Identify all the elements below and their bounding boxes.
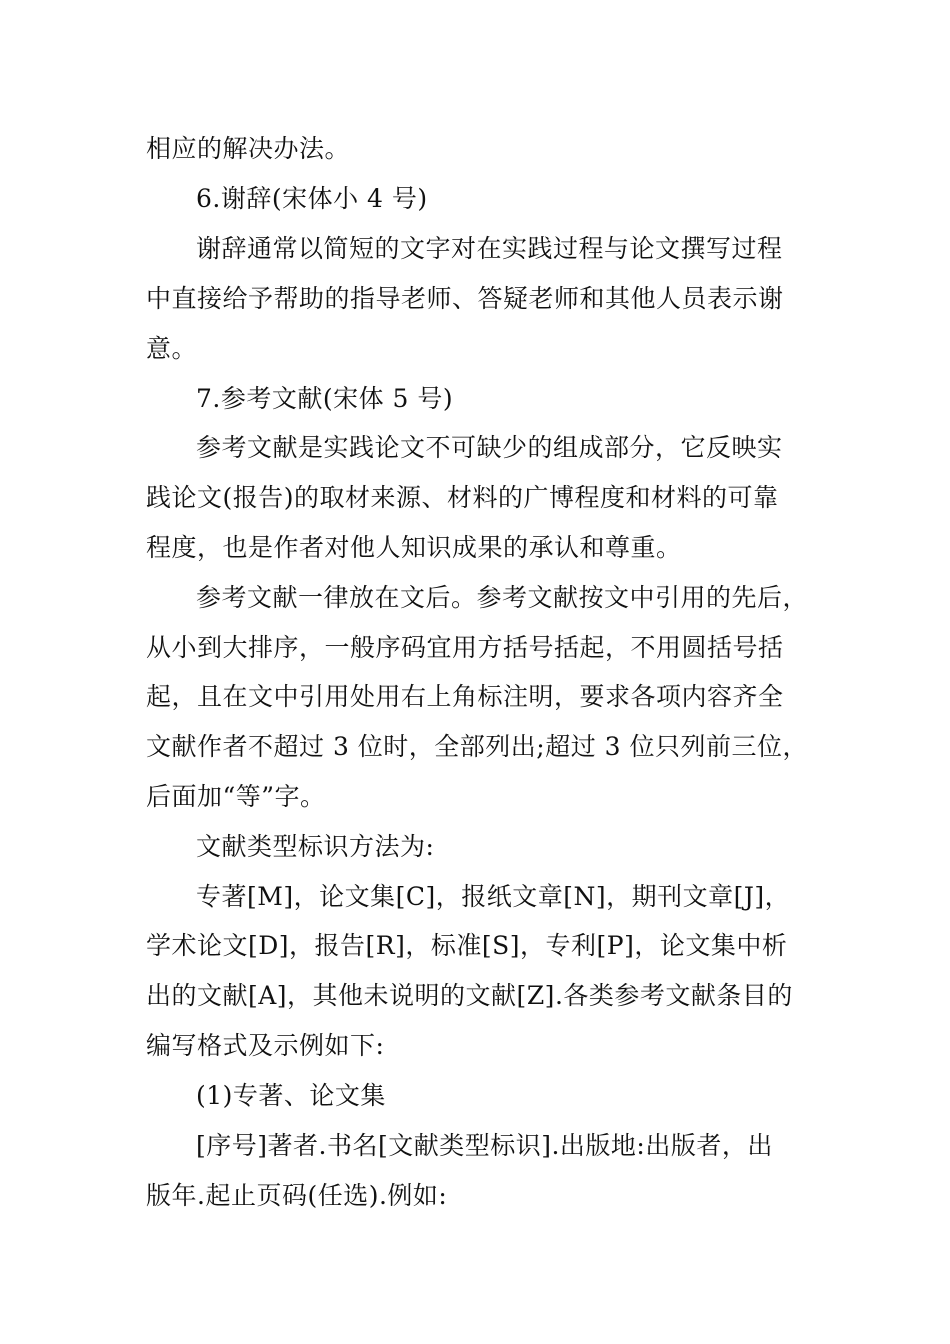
text-line: 践论文(报告)的取材来源、材料的广博程度和材料的可靠 <box>146 483 779 512</box>
text-line: 文献类型标识方法为: <box>196 832 435 861</box>
text-line: 谢辞通常以简短的文字对在实践过程与论文撰写过程 <box>196 234 783 263</box>
text-line: 中直接给予帮助的指导老师、答疑老师和其他人员表示谢 <box>146 284 784 313</box>
text-line: 文献作者不超过 3 位时，全部列出;超过 3 位只列前三位， <box>146 732 809 761</box>
text-line: 编写格式及示例如下: <box>146 1031 385 1060</box>
text-line: 起，且在文中引用处用右上角标注明，要求各项内容齐全 <box>146 682 784 711</box>
text-line: 学术论文[D]，报告[R]，标准[S]，专利[P]，论文集中析 <box>146 931 788 960</box>
text-line: 出的文献[A]，其他未说明的文献[Z].各类参考文献条目的 <box>146 981 793 1010</box>
text-line: 参考文献一律放在文后。参考文献按文中引用的先后， <box>196 583 809 612</box>
text-line: 程度，也是作者对他人知识成果的承认和尊重。 <box>146 533 682 562</box>
subsection-heading: (1)专著、论文集 <box>196 1081 386 1110</box>
text-line: [序号]著者.书名[文献类型标识].出版地:出版者，出 <box>196 1131 773 1160</box>
text-line: 专著[M]，论文集[C]，报纸文章[N]，期刊文章[J]， <box>196 882 791 911</box>
text-line: 后面加“等”字。 <box>146 782 326 811</box>
text-line: 相应的解决办法。 <box>146 134 351 163</box>
text-line: 版年.起止页码(任选).例如: <box>146 1181 448 1210</box>
text-line: 参考文献是实践论文不可缺少的组成部分，它反映实 <box>196 433 783 462</box>
section-heading-acknowledgements: 6.谢辞(宋体小 4 号) <box>196 184 428 213</box>
section-heading-references: 7.参考文献(宋体 5 号) <box>196 384 454 413</box>
text-line: 意。 <box>146 334 198 363</box>
text-line: 从小到大排序，一般序码宜用方括号括起，不用圆括号括 <box>146 633 784 662</box>
